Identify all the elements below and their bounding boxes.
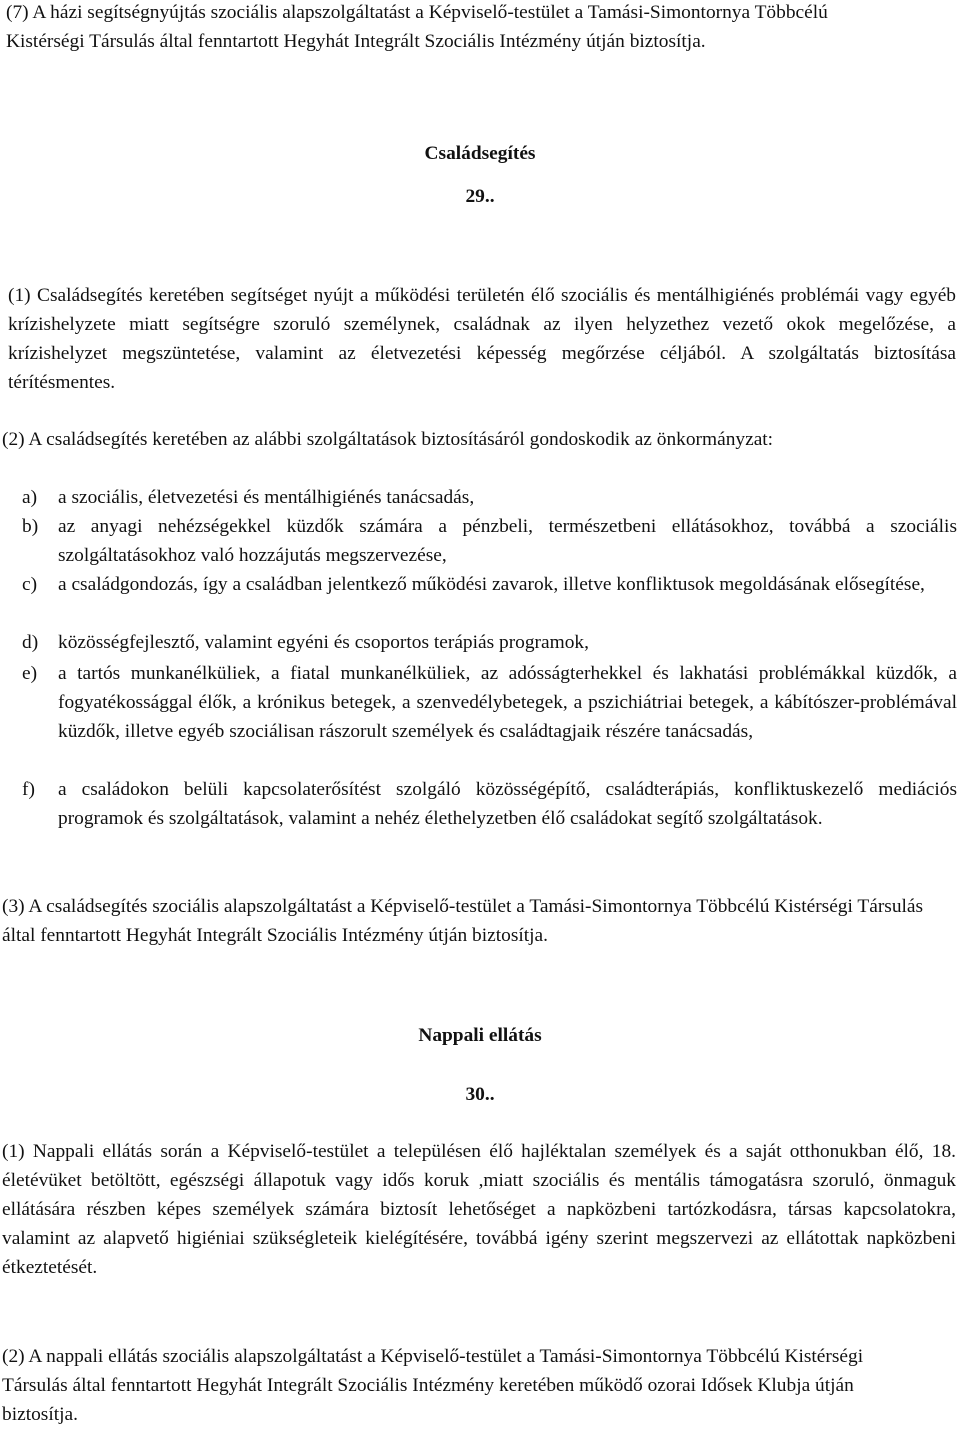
section-title-nappali-ellatas: Nappali ellátás <box>418 1025 542 1046</box>
list-item-text: a tartós munkanélküliek, a fiatal munkanélküliek, az adósságterhekkel és lakhatási problémákkal küzdők, a fogyatékossággal élők, a krónikus betegek, a szenvedélybetegek, a pszichiátriai betegek, a kábítószer-problémával küzdők, illetve egyéb szociálisan rászorult személyek és családtagjaik részére tanácsadás, <box>58 663 957 742</box>
list-item-label: d) <box>22 632 39 653</box>
list-item-b <box>22 512 957 570</box>
list-item-text: a családgondozás, így a családban jelentkező működési zavarok, illetve konfliktusok megoldásának elősegítése, <box>58 574 925 595</box>
list-item-label: b) <box>22 516 39 537</box>
list-item-text: közösségfejlesztő, valamint egyéni és csoportos terápiás programok, <box>58 632 589 653</box>
list-item-a <box>22 483 957 512</box>
list-item-text: a szociális, életvezetési és mentálhigiénés tanácsadás, <box>58 487 475 508</box>
list-item-label: c) <box>22 574 38 595</box>
section30-paragraph-1: (1) Nappali ellátás során a Képviselő-testület a településen élő hajléktalan személyek és a saját otthonukban élő, 18. életévüket betöltött, egészségi állapotuk vagy idős koruk ,miatt szociális és mentális támogatásra szoruló, önmaguk ellátására részben képes személyek számára biztosít lehetőséget a napközbeni tartózkodásra, társas kapcsolatokra, valamint az alapvető higiéniai szükségleteik kielégítésére, továbbá igény szerint megszervezi az ellátottak napközbeni étkeztetését. <box>2 1141 956 1278</box>
list-item-text: a családokon belüli kapcsolaterősítést szolgáló közösségépítő, családterápiás, konfliktuskezelő mediációs programok és szolgáltatások, valamint a nehéz élethelyzetben élő családokat segítő szolgáltatások. <box>58 779 957 829</box>
section29-paragraph-2-intro: (2) A családsegítés keretében az alábbi szolgáltatások biztosításáról gondoskodik az önkormányzat: <box>2 429 774 450</box>
section29-paragraph-1: (1) Családsegítés keretében segítséget nyújt a működési területén élő szociális és mentálhigiénés problémái vagy egyéb krízishelyzete miatt segítségre szoruló személynek, családnak az ilyen helyzethez vezető okok megelőzése, a krízishelyzet megszüntetése, valamint az életvezetési képesség megőrzése céljából. A szolgáltatás biztosítása térítésmentes. <box>8 285 956 393</box>
paragraph-7: (7) A házi segítségnyújtás szociális alapszolgáltatást a Képviselő-testület a Tamási-Simontornya Többcélú Kistérségi Társulás által fenntartott Hegyhát Integrált Szociális Intézmény útján biztosítja. <box>6 2 828 52</box>
list-item-text: az anyagi nehézségekkel küzdők számára a pénzbeli, természetbeni ellátásokhoz, továbbá a szociális szolgáltatásokhoz való hozzájutás megszervezése, <box>58 516 957 566</box>
list-item-f <box>22 775 957 833</box>
section30-paragraph-2: (2) A nappali ellátás szociális alapszolgáltatást a Képviselő-testület a Tamási-Simontornya Többcélú Kistérségi Társulás által fenntartott Hegyhát Integrált Szociális Intézmény keretében működő ozorai Idősek Klubja útján biztosítja. <box>2 1346 864 1425</box>
list-item-d <box>22 628 957 657</box>
section-number-29: 29.. <box>465 186 495 207</box>
section-number-30: 30.. <box>465 1084 495 1105</box>
section29-paragraph-3: (3) A családsegítés szociális alapszolgáltatást a Képviselő-testület a Tamási-Simontornya Többcélú Kistérségi Társulás által fenntartott Hegyhát Integrált Szociális Intézmény útján biztosítja. <box>2 896 924 946</box>
section-title-csaladsegites: Családsegítés <box>424 143 536 164</box>
list-item-c <box>22 570 957 599</box>
list-item-label: a) <box>22 487 38 508</box>
list-item-e <box>22 659 957 746</box>
list-item-label: e) <box>22 663 38 684</box>
list-item-label: f) <box>22 779 35 800</box>
